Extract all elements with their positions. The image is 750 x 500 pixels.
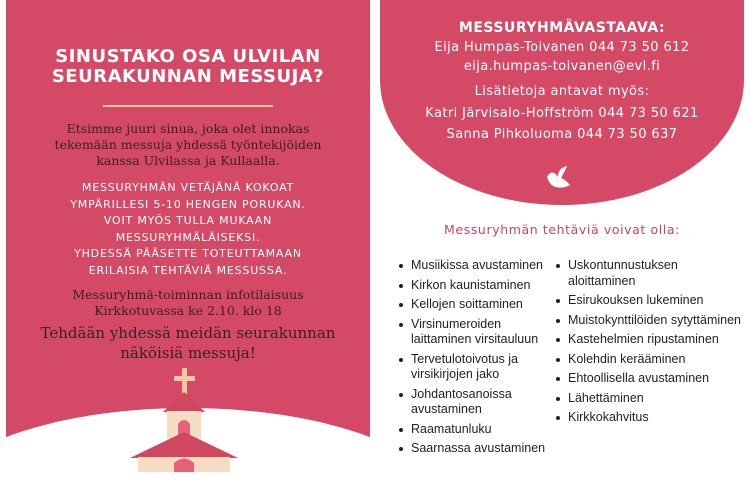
intro-line: Etsimme juuri sinua, joka olet innokas: [66, 121, 310, 136]
list-item: Lähettäminen: [555, 391, 745, 407]
list-item: Raamatunluku: [398, 422, 556, 438]
closing-text: [6, 323, 370, 363]
church-illustration: [6, 360, 370, 472]
dove-icon: [543, 164, 573, 192]
recruitment-panel: [6, 0, 370, 472]
list-item: Kirkon kaunistaminen: [398, 278, 556, 294]
leader-line: ERILAISIA TEHTÄVIÄ MESSUSSA.: [88, 263, 288, 277]
intro-text: [6, 121, 370, 169]
leader-text: [6, 180, 370, 279]
leader-line: YHDESSÄ PÄÄSETTE TOTEUTTAMAAN: [74, 247, 302, 260]
intro-line: tekemään messuja yhdessä työntekijöiden: [54, 137, 322, 152]
more-info-label: Lisätietoja antavat myös:: [474, 84, 650, 99]
headline-line: SEURAKUNNAN MESSUJA?: [51, 66, 325, 87]
task-list-right: [555, 258, 745, 430]
contact-name-phone: Eija Humpas-Toivanen 044 73 50 612: [434, 40, 690, 55]
info-line: Messuryhmä-toiminnan infotilaisuus: [72, 287, 304, 302]
list-item: Kellojen soittaminen: [398, 297, 556, 313]
list-item: Musiikissa avustaminen: [398, 258, 556, 274]
list-item: Tervetulotoivotus ja virsikirjojen jako: [398, 352, 556, 383]
list-item: Esirukouksen lukeminen: [555, 293, 745, 309]
list-item: Uskontunnustuksen aloittaminen: [555, 258, 745, 289]
list-item: Ehtoollisella avustaminen: [555, 371, 745, 387]
list-item: Saarnassa avustaminen: [398, 441, 556, 457]
contact-person-1: Katri Järvisalo-Hoffström 044 73 50 621: [425, 106, 699, 121]
leader-line: MESSURYHMÄLÄISEKSI.: [115, 230, 261, 244]
list-item: Kirkkokahvitus: [555, 410, 745, 426]
task-list-left: [398, 258, 556, 461]
contact-title: MESSURYHMÄVASTAAVA:: [458, 20, 666, 36]
closing-line: näköisiä messuja!: [120, 344, 256, 362]
list-item: Kolehdin kerääminen: [555, 352, 745, 368]
contact-person-2: Sanna Pihkoluoma 044 73 50 637: [446, 127, 678, 142]
divider-line: [103, 105, 273, 107]
tasks-heading: Messuryhmän tehtäviä voivat olla:: [444, 222, 680, 237]
info-line: Kirkkotuvassa ke 2.10. klo 18: [94, 303, 282, 318]
list-item: Johdantosanoissa avustaminen: [398, 387, 556, 418]
list-item: Virsinumeroiden laittaminen virsitauluun: [398, 317, 556, 348]
headline: [6, 47, 370, 87]
closing-line: Tehdään yhdessä meidän seurakunnan: [40, 324, 336, 342]
leader-line: YMPÄRILLESI 5-10 HENGEN PORUKAN.: [70, 197, 306, 211]
list-item: Muistokynttilöiden sytyttäminen: [555, 313, 745, 329]
contact-section: [380, 0, 744, 205]
contact-email[interactable]: eija.humpas-toivanen@evl.fi: [463, 59, 661, 74]
info-session: [6, 287, 370, 319]
leader-line: MESSURYHMÄN VETÄJÄNÄ KOKOAT: [81, 181, 295, 194]
headline-line: SINUSTAKO OSA ULVILAN: [55, 46, 321, 67]
leader-line: VOIT MYÖS TULLA MUKAAN: [103, 214, 273, 227]
intro-line: kanssa Ulvilassa ja Kullaalla.: [96, 153, 280, 168]
list-item: Kastehelmien ripustaminen: [555, 332, 745, 348]
